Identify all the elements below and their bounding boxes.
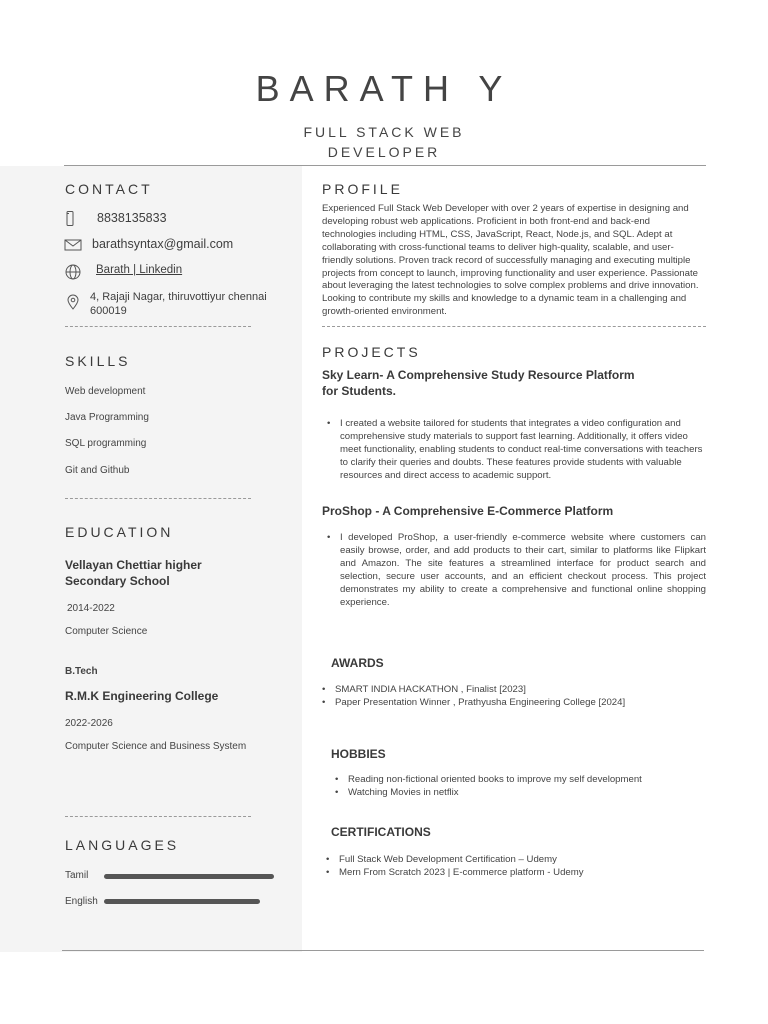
language-name: English [65,896,98,907]
skills-heading: SKILLS [65,353,131,369]
hobby-item: • Reading non-fictional oriented books to improve my self development [330,773,730,786]
address-row [64,290,267,318]
certification-item: • Mern From Scratch 2023 | E-commerce platform - Udemy [321,866,721,879]
awards-heading: AWARDS [331,656,384,670]
skill-item: SQL programming [65,438,147,449]
profile-heading: PROFILE [322,181,403,197]
profile-line: technologies including HTML, CSS, JavaScript, React, Node.js, and SQL. Adept at [322,228,673,240]
mail-icon [64,237,82,253]
skills-divider [65,498,251,499]
project-title [322,367,635,399]
project-title-line-2: for Students. [322,384,396,398]
education-heading: EDUCATION [65,524,174,540]
school-field: Computer Science [65,626,148,637]
linkedin-row [64,264,182,280]
college-years: 2022-2026 [65,718,113,729]
footer-divider [62,950,704,951]
globe-icon [64,264,82,280]
profile-line: friendly solutions. Proven track record of successfully managing and executing multiple [322,254,691,266]
job-title-line-2: DEVELOPER [327,144,441,160]
email-address[interactable]: barathsyntax@gmail.com [92,237,234,251]
profile-line: projects from concept to launch, improving functionality and user experience. Passionate [322,267,698,279]
language-name: Tamil [65,870,89,881]
award-item: • SMART INDIA HACKATHON , Finalist [2023] [317,683,717,696]
profile-line: developing robust web applications. Proficient in both front-end and back-end [322,215,650,227]
location-pin-icon [64,294,82,310]
project-description: • I developed ProShop, a user-friendly e-commerce website where customers can easily browse, order, and add products to their cart, similar to platforms like Flipkart and Amazon. The site features a streamlined interface for product search and selection, secure user accounts, and an efficient checkout process. This project demonstrates my ability to create a comprehensive and functional online shopping experience. [322,531,706,609]
school-name-line-2: Secondary School [65,574,170,588]
phone-row [64,211,167,227]
school-years: 2014-2022 [67,603,115,614]
school-name [65,557,202,589]
profile-divider [322,326,706,327]
profile-line: growth-oriented environment. [322,306,447,318]
profile-line: collaborating with cross-functional teams to deliver high-quality, scalable, and user- [322,241,674,253]
project-description-list [322,417,706,482]
contact-divider [65,326,251,327]
skill-item: Git and Github [65,465,130,476]
project-description: • I created a website tailored for students that integrates a video configuration and comprehensive study materials to support fast learning. Additionally, it offers video meet functionality, enabling students to conduct real-time conversations with teachers to clarify their queries and doubts. These features provide students with valuable resources and direct access to academic support. [322,417,706,482]
school-name-line-1: Vellayan Chettiar higher [65,558,202,572]
award-item: • Paper Presentation Winner , Prathyusha Engineering College [2024] [317,696,717,709]
language-level-bar [104,899,260,904]
hobby-item: • Watching Movies in netflix [330,786,730,799]
projects-heading: PROJECTS [322,344,421,360]
profile-line: about leveraging the latest technologies to solve complex problems and drive innovation. [322,280,699,292]
hobbies-heading: HOBBIES [331,747,386,761]
address-text [90,290,267,318]
hobbies-list [330,773,730,799]
project-description-list [322,531,706,609]
project-title: ProShop - A Comprehensive E-Commerce Platform [322,504,614,518]
college-name: R.M.K Engineering College [65,689,219,703]
awards-list [317,683,717,709]
skill-item: Java Programming [65,412,149,423]
phone-icon [64,211,82,227]
job-title-line-1: FULL STACK WEB [303,124,465,140]
profile-line: Looking to contribute my skills and knowledge to a dynamic team in a challenging and [322,293,687,305]
language-level-bar [104,874,274,879]
certifications-list [321,853,721,879]
degree-label: B.Tech [65,666,98,677]
email-row [64,237,233,253]
education-divider [65,816,251,817]
profile-line: Experienced Full Stack Web Developer with over 2 years of expertise in designing and [322,203,689,214]
college-field: Computer Science and Business System [65,741,247,752]
resume-name: BARATH Y [255,68,513,109]
linkedin-link[interactable]: Barath | Linkedin [96,264,183,276]
profile-summary [322,203,742,319]
address-line-2: 600019 [90,305,127,317]
phone-number: 8838135833 [97,211,167,225]
skill-item: Web development [65,386,146,397]
certifications-heading: CERTIFICATIONS [331,825,431,839]
languages-heading: LANGUAGES [65,837,180,853]
contact-heading: CONTACT [65,181,153,197]
project-title-line-1: Sky Learn- A Comprehensive Study Resource Platform [322,368,635,382]
job-title [0,122,768,162]
certification-item: • Full Stack Web Development Certification – Udemy [321,853,721,866]
address-line-1: 4, Rajaji Nagar, thiruvottiyur chennai [90,291,267,303]
